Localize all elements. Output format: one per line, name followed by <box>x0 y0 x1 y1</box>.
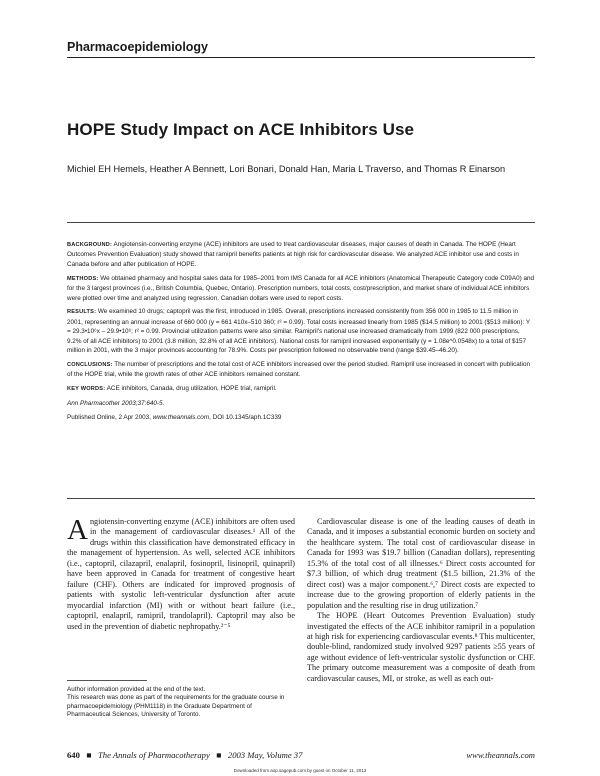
background-text: Angiotensin-converting enzyme (ACE) inhibitors are used to treat cardiovascular diseases, major causes of death in Canada. The HOPE (Heart Outcomes Prevention Evaluation) study showed that ramipril benefits patients at high risk for cardiovascular disease. We analyzed ACE inhibitor use and costs in Canada before and after publication of HOPE. <box>67 241 519 268</box>
footnote-rule <box>67 680 147 681</box>
methods-label: METHODS: <box>67 275 99 282</box>
issue-info: 2003 May, Volume 37 <box>227 750 303 760</box>
footnote-line: This research was done as part of the requirements for the graduate course in pharmacoepidemiology (PHM1118) in the Graduate Department of Pharmaceutical Sciences, University of Toronto. <box>67 694 285 718</box>
conclusions-text: The number of prescriptions and the total cost of ACE inhibitors increased over the period studied. Ramipril use increased in concert with publication of the HOPE trial, while the growth rates of other ACE inhibitors remained constant. <box>67 360 531 379</box>
journal-site-link[interactable]: www.theannals.com <box>152 414 210 422</box>
download-note: Downloaded from aop.sagepub.com by guest on October 11, 2013 <box>233 768 367 773</box>
footnote-line: Author information provided at the end of the text. <box>67 686 206 693</box>
footer-separator: ■ <box>216 750 222 760</box>
abstract-bottom-rule <box>67 498 535 499</box>
body-paragraph: The HOPE (Heart Outcomes Prevention Evaluation) study investigated the effects of the ACE inhibitor ramipril in a population at high risk for experiencing cardiovascular events.⁸ This multicenter, double-blind, randomized study involved 9297 patients ≥55 years of age without evidence of left-ventricular systolic dysfunction or CHF. The primary outcome measurement was a composite of death from cardiovascular causes, MI, or stroke, as well as each out- <box>307 611 535 683</box>
body-paragraph: Angiotensin-converting enzyme (ACE) inhibitors are often used in the management of cardiovascular diseases.¹ All of the drugs within this classification have demonstrated efficacy in the management of hypertension. As well, selected ACE inhibitors (i.e., captopril, cilazapril, enalapril, fosinopril, lisinopril, quinapril) have been approved in Canada for treatment of congestive heart failure (CHF). Others are indicated for improved prognosis of patients with systolic left-ventricular dysfunction after acute myocardial infarction (MI) with or without heart failure (i.e., captopril, enalapril, ramipril, trandolapril). Captopril may also be used in the prevention of diabetic nephropathy.²⁻⁵ <box>67 514 295 631</box>
conclusions-label: CONCLUSIONS: <box>67 361 113 368</box>
published-online: Published Online, 2 Apr 2003, www.theannals.com, DOI 10.1345/aph.1C339 <box>67 414 282 422</box>
header-rule <box>67 57 535 58</box>
footer-separator: ■ <box>86 750 92 760</box>
body-paragraph: Cardiovascular disease is one of the leading causes of death in Canada, and it imposes a substantial economic burden on society and the healthcare system. The total cost of cardiovascular disease in Canada for 1993 was $19.7 billion (Canadian dollars), representing 15.3% of the total cost of all illnesses.⁶ Direct costs accounted for $7.3 billion, of which drug treatment ($1.5 billion, 21.3% of the direct cost) was a major component.⁶,⁷ Direct costs are expected to increase due to the growing proportion of elderly patients in the population and the resulting rise in drug utilization.⁷ <box>307 517 535 610</box>
keywords-text: ACE inhibitors, Canada, drug utilization, HOPE trial, ramipril. <box>106 385 277 393</box>
citation: Ann Pharmacother 2003;37:640-5. <box>67 400 165 408</box>
abstract-top-rule <box>67 222 535 223</box>
results-label: RESULTS: <box>67 309 97 316</box>
abstract-keywords <box>67 384 535 394</box>
section-label: Pharmacoepidemiology <box>67 40 209 54</box>
abstract-background <box>67 240 535 269</box>
results-text: We examined 10 drugs; captopril was the first, introduced in 1985. Overall, prescriptions increased consistently from 356 000 in 1985 to 11.5 million in 2001, representing an annual increase of 660 000 (y = 661 410x–510 360; r² = 0.99). Total costs increased linearly from 1985 ($14.5 million) to 2001 ($513 million): Y = 29.3•10⁶x – 29.9•10⁶; r² = 0.99. Provincial utilization patterns were also similar. Ramipril's national use increased dramatically from 1999 (822 000 prescriptions, 9.2% of all ACE inhibitors) to 2001 (3.8 million, 32.8% of all ACE inhibitors). National costs for ramipril increased exponentially (y = 1.08e^0.0548x) to a total of $157 million in 2001, with the 3 major provinces accounting for 78.9%. Costs per prescription followed no observable trend (range $39.45–46.20). <box>67 308 531 355</box>
abstract-conclusions <box>67 360 535 380</box>
methods-text: We obtained pharmacy and hospital sales data for 1985–2001 from IMS Canada for all ACE inhibitors (Anatomical Therapeutic Category code C09A0) and for the 3 largest provinces (i.e., British Columbia, Quebec, Ontario). Prescription numbers, total costs, cost/prescription, and market share of individual ACE inhibitors were plotted over time and analyzed using regression. Canadian dollars were used to report costs. <box>67 274 535 302</box>
footnote <box>67 686 295 719</box>
footer-url[interactable]: www.theannals.com <box>466 750 535 760</box>
article-title: HOPE Study Impact on ACE Inhibitors Use <box>67 120 415 139</box>
abstract-methods <box>67 274 535 303</box>
abstract-results <box>67 307 535 355</box>
body-column-left <box>67 514 295 632</box>
author-list: Michiel EH Hemels, Heather A Bennett, Lori Bonari, Donald Han, Maria L Traverso, and Thomas R Einarson <box>67 164 506 174</box>
background-label: BACKGROUND: <box>67 242 113 248</box>
page-number: 640 <box>67 750 80 760</box>
abstract <box>67 240 535 427</box>
keywords-label: KEY WORDS: <box>67 386 106 393</box>
page-footer <box>67 750 535 760</box>
drop-cap: A <box>67 514 88 546</box>
body-column-right <box>307 517 535 684</box>
journal-name: The Annals of Pharmacotherapy <box>98 750 210 760</box>
